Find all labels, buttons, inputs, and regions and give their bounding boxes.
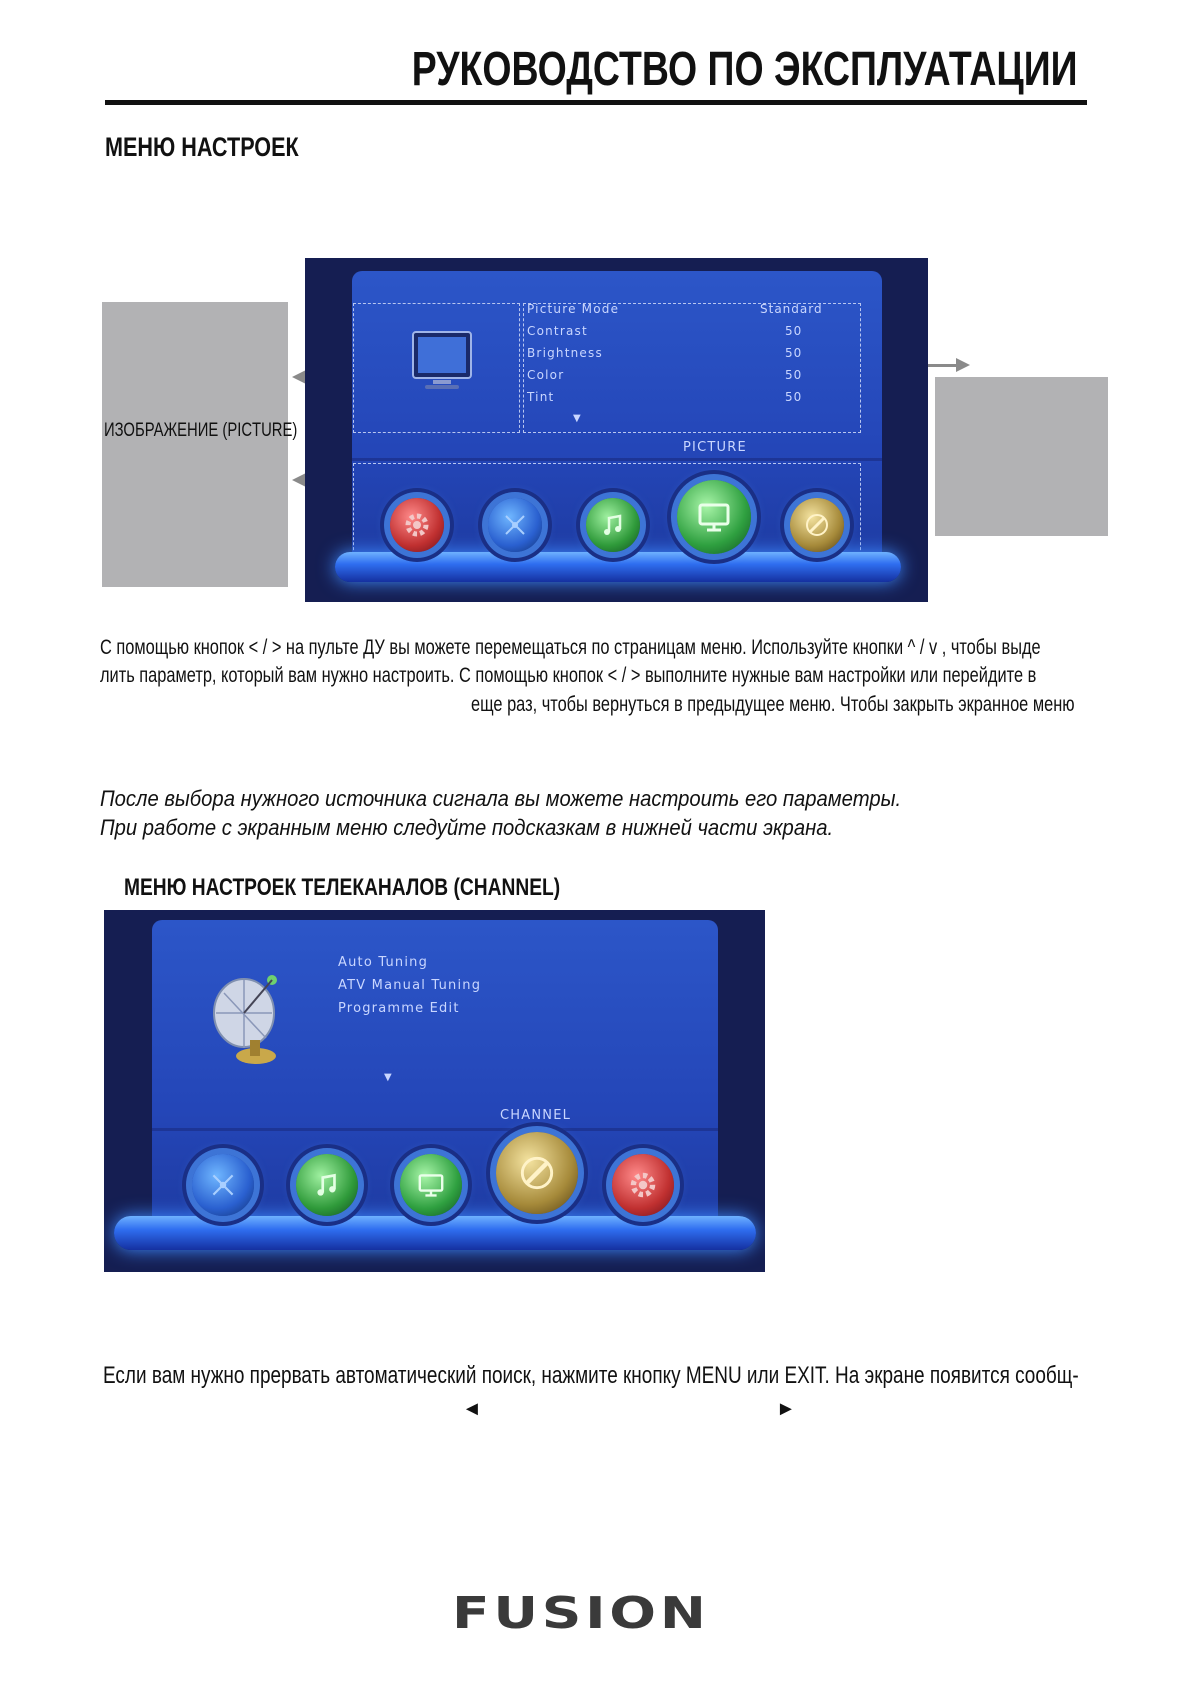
orb-settings[interactable] xyxy=(612,1154,674,1216)
orb-time[interactable] xyxy=(496,1132,578,1214)
menu-item-contrast[interactable]: Contrast xyxy=(527,324,588,338)
menu-item-color[interactable]: Color xyxy=(527,368,565,382)
menu-value-tint: 50 xyxy=(785,390,803,404)
brand-logo: FUSION xyxy=(452,1588,710,1639)
dial-icon xyxy=(515,1151,559,1195)
orb-sound[interactable] xyxy=(296,1154,358,1216)
menu-value-color: 50 xyxy=(785,368,803,382)
tv-screen-picture xyxy=(305,258,928,602)
orb-sound[interactable] xyxy=(586,498,640,552)
menu-separator xyxy=(152,1128,718,1131)
header-divider xyxy=(105,100,1087,105)
gear-icon xyxy=(627,1169,659,1201)
paragraph-navigation-line-2: лить параметр, который вам нужно настроить. С помощью кнопок < / > выполните нужные вам настройки или перейдите в xyxy=(100,664,1037,687)
menu-separator xyxy=(352,458,882,461)
satellite-icon xyxy=(500,510,530,540)
scroll-down-indicator[interactable]: ▼ xyxy=(573,413,582,424)
icon-shelf xyxy=(335,552,901,582)
menu-value-contrast: 50 xyxy=(785,324,803,338)
section-heading-settings: МЕНЮ НАСТРОЕК xyxy=(105,132,299,162)
menu-item-auto-tuning[interactable]: Auto Tuning xyxy=(338,955,429,970)
satellite-icon xyxy=(207,1169,239,1201)
monitor-thumbnail-icon xyxy=(409,330,475,394)
scroll-down-indicator[interactable]: ▼ xyxy=(384,1072,393,1083)
menu-item-atv-manual-tuning[interactable]: ATV Manual Tuning xyxy=(338,978,482,993)
music-icon xyxy=(311,1169,343,1201)
orb-picture[interactable] xyxy=(400,1154,462,1216)
left-arrow-glyph: ◄ xyxy=(462,1398,482,1420)
menu-item-brightness[interactable]: Brightness xyxy=(527,346,603,360)
monitor-icon xyxy=(415,1169,447,1201)
paragraph-interrupt-search: Если вам нужно прервать автоматический поиск, нажмите кнопку MENU или EXIT. На экране появится сообщ- xyxy=(103,1362,1079,1389)
callout-box-left xyxy=(102,302,298,587)
callout-label-picture: ИЗОБРАЖЕНИЕ (PICTURE) xyxy=(104,420,298,441)
menu-value-picture-mode: Standard xyxy=(760,302,823,316)
section-heading-channel: МЕНЮ НАСТРОЕК ТЕЛЕКАНАЛОВ (CHANNEL) xyxy=(124,874,561,901)
orb-picture-selected[interactable] xyxy=(677,480,751,554)
note-line-1: После выбора нужного источника сигнала вы можете настроить его параметры. xyxy=(100,786,902,811)
dial-icon xyxy=(802,510,832,540)
menu-item-tint[interactable]: Tint xyxy=(527,390,555,404)
paragraph-navigation-line-3: еще раз, чтобы вернуться в предыдущее меню. Чтобы закрыть экранное меню xyxy=(471,693,1075,716)
orb-channel[interactable] xyxy=(488,498,542,552)
callout-box-right xyxy=(935,377,1108,536)
page-title: РУКОВОДСТВО ПО ЭКСПЛУАТАЦИИ xyxy=(412,43,1078,96)
note-line-2: При работе с экранным меню следуйте подсказкам в нижней части экрана. xyxy=(100,815,834,840)
gear-icon xyxy=(402,510,432,540)
menu-value-brightness: 50 xyxy=(785,346,803,360)
right-arrow-glyph: ► xyxy=(776,1398,796,1420)
paragraph-navigation-line-1: С помощью кнопок < / > на пульте ДУ вы можете перемещаться по страницам меню. Используйте кнопки ^ / v , чтобы выде xyxy=(100,636,1041,659)
satellite-dish-icon xyxy=(204,968,288,1078)
orb-channel-selected[interactable] xyxy=(192,1154,254,1216)
music-icon xyxy=(598,510,628,540)
tv-screen-channel xyxy=(104,910,765,1272)
menu-item-picture-mode[interactable]: Picture Mode xyxy=(527,302,620,316)
monitor-icon xyxy=(694,497,734,537)
icon-shelf xyxy=(114,1216,756,1250)
menu-item-programme-edit[interactable]: Programme Edit xyxy=(338,1001,460,1016)
orb-settings[interactable] xyxy=(390,498,444,552)
orb-time[interactable] xyxy=(790,498,844,552)
menu-title-picture: PICTURE xyxy=(683,440,747,455)
menu-title-channel: CHANNEL xyxy=(500,1108,572,1123)
